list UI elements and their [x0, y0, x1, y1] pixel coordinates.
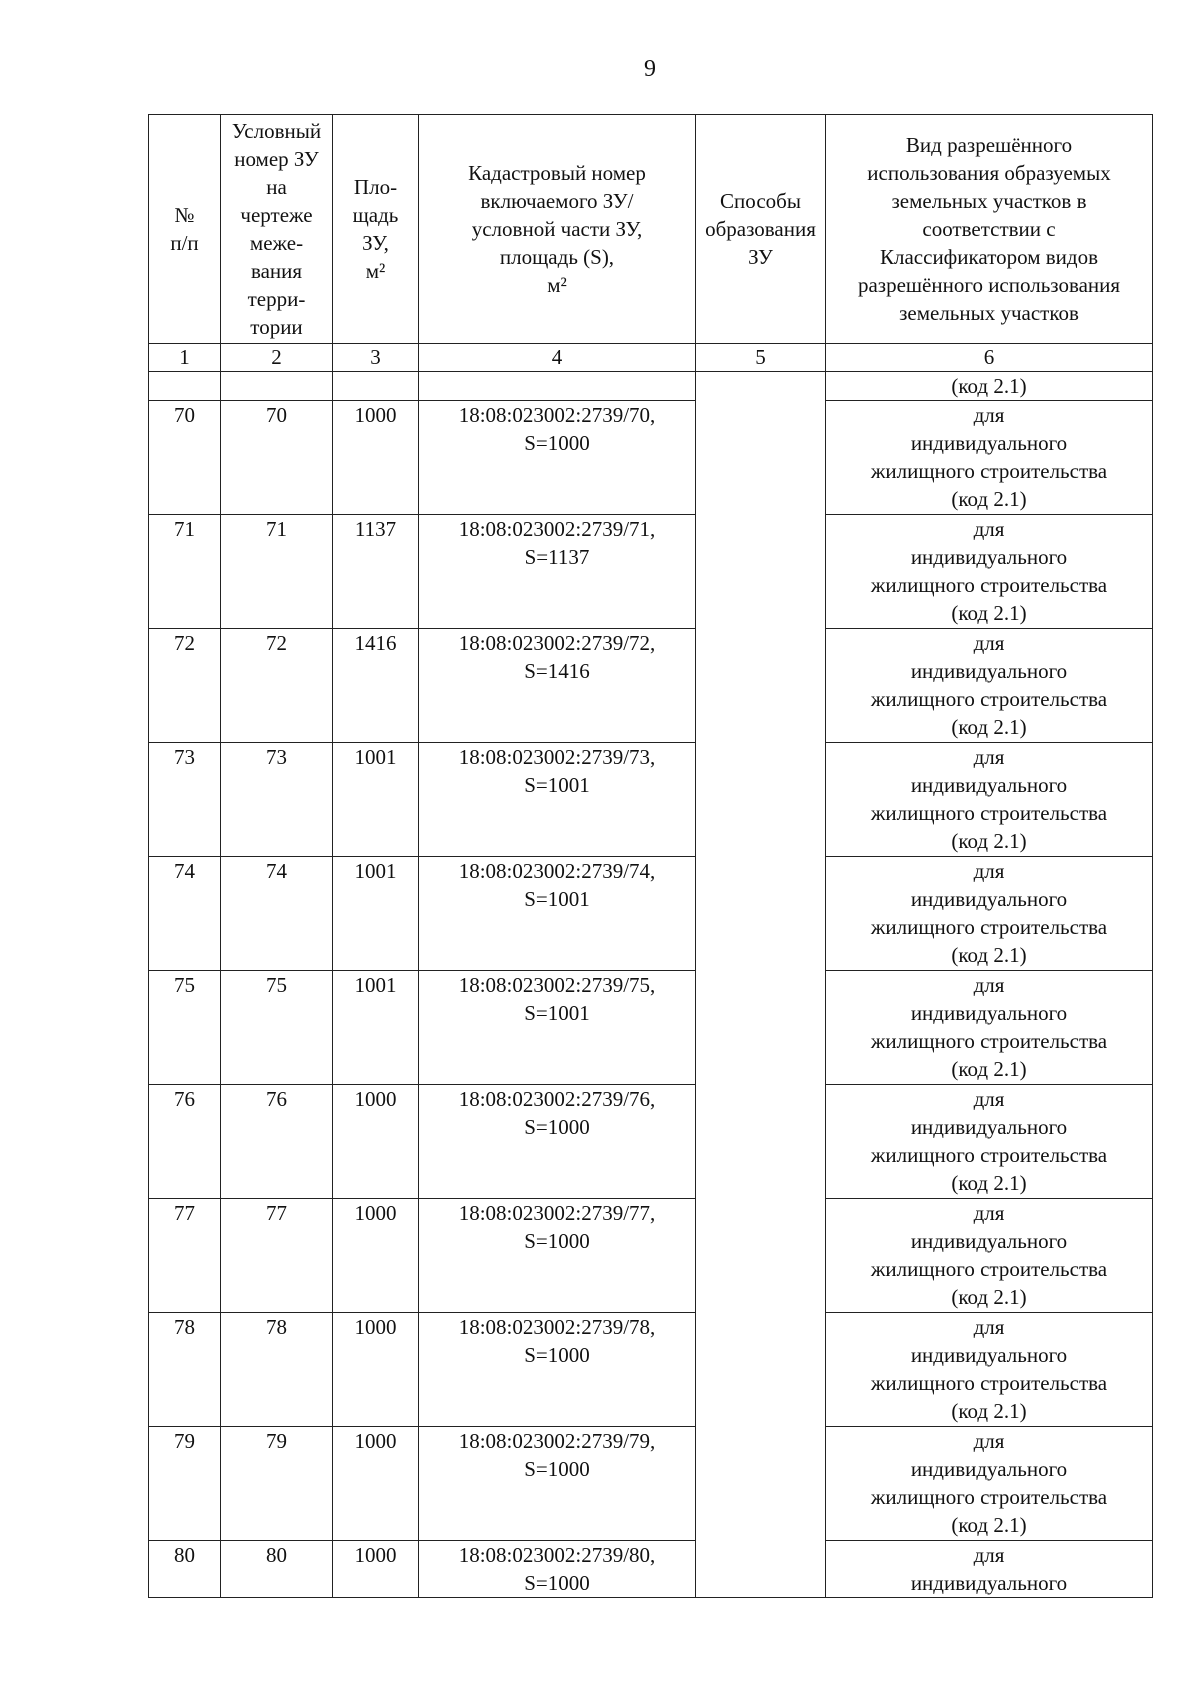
- permitted-use-text: для индивидуального жилищного строительства (код 2.1): [870, 1201, 1108, 1309]
- table-row: [149, 515, 1153, 629]
- conditional-number-cell: [221, 1541, 333, 1598]
- area-text: 1000: [354, 1201, 397, 1225]
- permitted-use-cell: [826, 1541, 1153, 1598]
- conditional-number-text: 73: [266, 745, 287, 769]
- cadastral-number-text: 18:08:023002:2739/78, S=1000: [458, 1315, 656, 1367]
- conditional-number-cell: [221, 1313, 333, 1427]
- table-row: [149, 1199, 1153, 1313]
- row-number-cell: [149, 971, 221, 1085]
- row-number-cell: [149, 1427, 221, 1541]
- permitted-use-cell: [826, 743, 1153, 857]
- row-number-text: 73: [174, 745, 195, 769]
- cadastral-number-text: 18:08:023002:2739/72, S=1416: [458, 631, 656, 683]
- cadastral-number-cell: [419, 1541, 696, 1598]
- permitted-use-cell: [826, 1427, 1153, 1541]
- conditional-number-text: 77: [266, 1201, 287, 1225]
- permitted-use-text: для индивидуального жилищного строительства (код 2.1): [870, 517, 1108, 625]
- row-number-cell: [149, 1541, 221, 1598]
- area-cell: [333, 1541, 419, 1598]
- permitted-use-text: для индивидуального: [910, 1543, 1068, 1595]
- permitted-use-text: для индивидуального жилищного строительства (код 2.1): [870, 631, 1108, 739]
- area-cell: [333, 629, 419, 743]
- conditional-number-text: 71: [266, 517, 287, 541]
- cadastral-number-text: 18:08:023002:2739/80, S=1000: [458, 1543, 656, 1595]
- area-text: 1001: [354, 859, 397, 883]
- conditional-number-cell: [221, 1199, 333, 1313]
- formation-method-cell: [696, 372, 826, 1598]
- area-cell: [333, 1313, 419, 1427]
- area-text: 1001: [354, 973, 397, 997]
- row-number-text: 71: [174, 517, 195, 541]
- conditional-number-cell: [221, 401, 333, 515]
- area-text: 1137: [354, 517, 397, 541]
- permitted-use-cell: (код 2.1): [826, 372, 1153, 401]
- continuation-row: [149, 372, 1153, 401]
- header-conditional-number: Условный номер ЗУ на чертеже меже- вания терри- тории: [221, 115, 333, 344]
- cadastral-number-cell: [419, 1427, 696, 1541]
- table-row: [149, 401, 1153, 515]
- area-text: 1000: [354, 1429, 397, 1453]
- conditional-number-text: 79: [266, 1429, 287, 1453]
- conditional-number-cell: [221, 629, 333, 743]
- cadastral-number-cell: [419, 629, 696, 743]
- cadastral-number-text: 18:08:023002:2739/74, S=1001: [458, 859, 656, 911]
- cadastral-number-text: 18:08:023002:2739/75, S=1001: [458, 973, 656, 1025]
- cadastral-number-text: 18:08:023002:2739/71, S=1137: [458, 517, 656, 569]
- area-cell: [333, 515, 419, 629]
- table-row: [149, 971, 1153, 1085]
- column-number: 3: [333, 344, 419, 372]
- table-row: [149, 743, 1153, 857]
- permitted-use-text: для индивидуального жилищного строительства (код 2.1): [870, 1315, 1108, 1423]
- permitted-use-text: для индивидуального жилищного строительства (код 2.1): [870, 973, 1108, 1081]
- area-cell: [333, 743, 419, 857]
- area-text: 1001: [354, 745, 397, 769]
- conditional-number-cell: [221, 1427, 333, 1541]
- header-permitted-use: Вид разрешённого использования образуемых земельных участков в соответствии с Классификатором видов разрешённого использования земельных участков: [826, 115, 1153, 344]
- area-cell: [333, 1199, 419, 1313]
- conditional-number-text: 72: [266, 631, 287, 655]
- permitted-use-text: для индивидуального жилищного строительства (код 2.1): [870, 859, 1108, 967]
- table-row: [149, 1085, 1153, 1199]
- permitted-use-text: для индивидуального жилищного строительства (код 2.1): [870, 745, 1108, 853]
- row-number-cell: [149, 515, 221, 629]
- permitted-use-cell: [826, 1313, 1153, 1427]
- row-number-text: 79: [174, 1429, 195, 1453]
- conditional-number-cell: [221, 515, 333, 629]
- land-plots-table: [148, 114, 1153, 1598]
- header-formation-method: Способы образования ЗУ: [696, 115, 826, 344]
- row-number-text: 78: [174, 1315, 195, 1339]
- area-cell: [333, 1085, 419, 1199]
- table-row: [149, 1541, 1153, 1598]
- row-number-cell: [149, 857, 221, 971]
- cadastral-number-text: 18:08:023002:2739/77, S=1000: [458, 1201, 656, 1253]
- cadastral-number-cell: [419, 1199, 696, 1313]
- table-row: [149, 857, 1153, 971]
- header-number: № п/п: [149, 115, 221, 344]
- row-number-text: 70: [174, 403, 195, 427]
- permitted-use-text: для индивидуального жилищного строительства (код 2.1): [870, 1429, 1108, 1537]
- area-text: 1000: [354, 1543, 397, 1567]
- permitted-use-cell: [826, 515, 1153, 629]
- table-row: [149, 1427, 1153, 1541]
- row-number-text: 77: [174, 1201, 195, 1225]
- conditional-number-cell: [221, 1085, 333, 1199]
- conditional-number-text: 80: [266, 1543, 287, 1567]
- permitted-use-cell: [826, 857, 1153, 971]
- table-row: [149, 629, 1153, 743]
- row-number-text: 72: [174, 631, 195, 655]
- cadastral-number-cell: [419, 971, 696, 1085]
- permitted-use-cell: [826, 1199, 1153, 1313]
- column-number: 4: [419, 344, 696, 372]
- column-number: 1: [149, 344, 221, 372]
- permitted-use-cell: [826, 629, 1153, 743]
- header-cadastral-number: Кадастровый номер включаемого ЗУ/ условной части ЗУ, площадь (S), м²: [419, 115, 696, 344]
- conditional-number-cell: [221, 857, 333, 971]
- row-number-cell: [149, 1313, 221, 1427]
- permitted-use-text: для индивидуального жилищного строительства (код 2.1): [870, 403, 1108, 511]
- area-cell: [333, 401, 419, 515]
- page-number: 9: [644, 56, 656, 82]
- permitted-use-cell: [826, 1085, 1153, 1199]
- cadastral-number-text: 18:08:023002:2739/79, S=1000: [458, 1429, 656, 1481]
- conditional-number-text: 74: [266, 859, 287, 883]
- table-row: [149, 1313, 1153, 1427]
- conditional-number-text: 76: [266, 1087, 287, 1111]
- table-cell: [419, 372, 696, 401]
- cadastral-number-cell: [419, 1313, 696, 1427]
- conditional-number-text: 75: [266, 973, 287, 997]
- area-text: 1416: [354, 631, 397, 655]
- area-text: 1000: [354, 1087, 397, 1111]
- header-row: [149, 115, 1153, 344]
- row-number-cell: [149, 401, 221, 515]
- column-numbers-row: [149, 344, 1153, 372]
- table-cell: [333, 372, 419, 401]
- area-cell: [333, 857, 419, 971]
- cadastral-number-cell: [419, 401, 696, 515]
- permitted-use-cell: [826, 401, 1153, 515]
- header-area: Пло- щадь ЗУ, м²: [333, 115, 419, 344]
- conditional-number-text: 78: [266, 1315, 287, 1339]
- column-number: 5: [696, 344, 826, 372]
- conditional-number-cell: [221, 743, 333, 857]
- row-number-cell: [149, 743, 221, 857]
- cadastral-number-text: 18:08:023002:2739/70, S=1000: [458, 403, 656, 455]
- conditional-number-cell: [221, 971, 333, 1085]
- table-cell: [221, 372, 333, 401]
- column-number: 2: [221, 344, 333, 372]
- table-cell: [149, 372, 221, 401]
- table-body: [149, 115, 1153, 1598]
- area-text: 1000: [354, 1315, 397, 1339]
- cadastral-number-text: 18:08:023002:2739/76, S=1000: [458, 1087, 656, 1139]
- area-text: 1000: [354, 403, 397, 427]
- cadastral-number-cell: [419, 1085, 696, 1199]
- permitted-use-cell: [826, 971, 1153, 1085]
- cadastral-number-cell: [419, 857, 696, 971]
- area-cell: [333, 971, 419, 1085]
- row-number-cell: [149, 1199, 221, 1313]
- cadastral-number-text: 18:08:023002:2739/73, S=1001: [458, 745, 656, 797]
- cadastral-number-cell: [419, 743, 696, 857]
- area-cell: [333, 1427, 419, 1541]
- permitted-use-text: для индивидуального жилищного строительства (код 2.1): [870, 1087, 1108, 1195]
- column-number: 6: [826, 344, 1153, 372]
- row-number-text: 80: [174, 1543, 195, 1567]
- cadastral-number-cell: [419, 515, 696, 629]
- row-number-text: 74: [174, 859, 195, 883]
- row-number-cell: [149, 629, 221, 743]
- row-number-text: 76: [174, 1087, 195, 1111]
- row-number-cell: [149, 1085, 221, 1199]
- conditional-number-text: 70: [266, 403, 287, 427]
- row-number-text: 75: [174, 973, 195, 997]
